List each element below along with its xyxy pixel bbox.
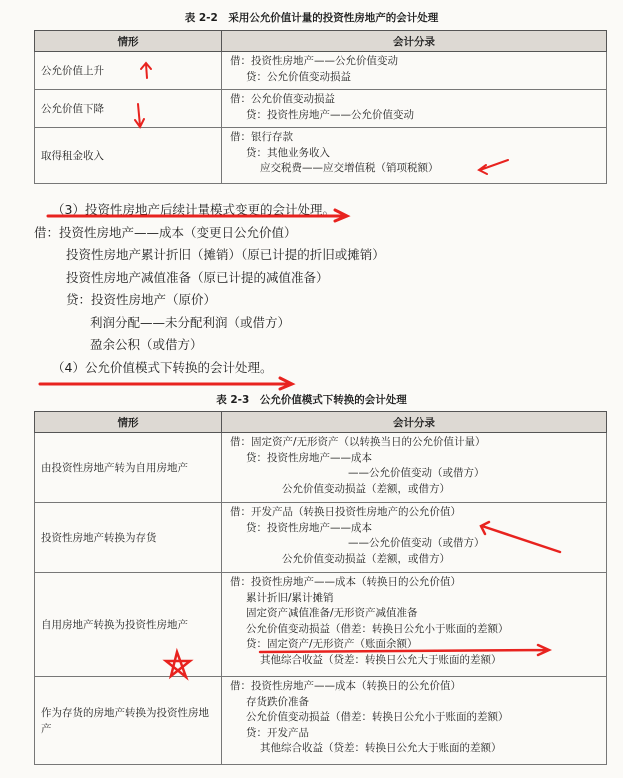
table1-header-row: [35, 31, 607, 52]
table-row: [35, 128, 607, 184]
table-row: [35, 52, 607, 90]
entry-line: 借：投资性房地产——公允价值变动: [230, 55, 398, 67]
journal-line: 借：投资性房地产——成本（变更日公允价值）: [34, 224, 297, 240]
section3: [34, 199, 385, 379]
entries-cell: [222, 503, 607, 573]
entry-line: 贷：开发产品: [246, 726, 309, 739]
entries-cell: [222, 52, 607, 90]
entry-line: 贷：投资性房地产——公允价值变动: [246, 108, 414, 121]
journal-line: 利润分配——未分配利润（或借方）: [90, 314, 291, 330]
entry-line: 贷：投资性房地产——成本: [246, 451, 372, 464]
entry-line: 公允价值变动损益（差额，或借方）: [282, 482, 450, 495]
entry-line: 公允价值变动损益（借差：转换日公允小于账面的差额）: [246, 622, 509, 635]
journal-line: 投资性房地产减值准备（原已计提的减值准备）: [66, 269, 329, 285]
table1-header-situation: 情形: [35, 31, 222, 52]
table-row: [35, 90, 607, 128]
entries-cell: [222, 90, 607, 128]
entry-line: 贷：其他业务收入: [246, 146, 330, 159]
entry-line: 借：固定资产/无形资产（以转换当日的公允价值计量）: [230, 436, 486, 448]
journal-line: 盈余公积（或借方）: [90, 337, 203, 352]
table2: [34, 411, 607, 765]
table-row: [35, 503, 607, 573]
entries-cell: [222, 433, 607, 503]
entries-cell: [222, 128, 607, 184]
entry-line: 固定资产减值准备/无形资产减值准备: [246, 607, 418, 619]
section3-heading: （3）投资性房地产后续计量模式变更的会计处理。: [52, 202, 335, 217]
entry-line: 贷：投资性房地产——成本: [246, 521, 372, 534]
table-row: [35, 433, 607, 503]
entry-line: 应交税费——应交增值税（销项税额）: [260, 162, 439, 174]
journal-line: 投资性房地产累计折旧（摊销）（原已计提的折旧或摊销）: [66, 247, 385, 262]
situation-cell: 作为存货的房地产转换为投资性房地产: [35, 677, 222, 765]
entry-line: 累计折旧/累计摊销: [246, 591, 334, 604]
table2-header-situation: 情形: [35, 412, 222, 433]
entries-cell: [222, 573, 607, 677]
table2-caption: 表 2-3 公允价值模式下转换的会计处理: [216, 394, 407, 406]
entry-line: 其他综合收益（贷差：转换日公允大于账面的差额）: [260, 742, 502, 754]
entry-line: 借：开发产品（转换日投资性房地产的公允价值）: [230, 506, 461, 518]
situation-cell: 由投资性房地产转为自用房地产: [35, 433, 222, 503]
entry-line: 借：公允价值变动损益: [230, 93, 335, 105]
table-row: [35, 573, 607, 677]
entry-line: 公允价值变动损益（借差：转换日公允小于账面的差额）: [246, 711, 509, 723]
right-arrow-icon: [40, 378, 292, 389]
entry-line: 公允价值变动损益（差额，或借方）: [282, 552, 450, 565]
situation-cell: 投资性房地产转换为存货: [35, 503, 222, 573]
journal-line: 贷：投资性房地产（原价）: [66, 292, 217, 307]
table-row: [35, 677, 607, 765]
entry-line: ——公允价值变动（或借方）: [348, 467, 485, 479]
entries-cell: [222, 677, 607, 765]
table1-caption: 表 2-2 采用公允价值计量的投资性房地产的会计处理: [184, 12, 439, 24]
entry-line: 贷：固定资产/无形资产（账面余额）: [246, 638, 418, 650]
section4-heading: （4）公允价值模式下转换的会计处理。: [52, 359, 273, 375]
table1: [34, 30, 607, 184]
table2-header-row: [35, 412, 607, 433]
table1-header-entries: 会计分录: [222, 31, 607, 52]
entry-line: 借：银行存款: [230, 131, 293, 143]
situation-cell: 公允价值下降: [35, 90, 222, 128]
entry-line: ——公允价值变动（或借方）: [348, 537, 485, 549]
entry-line: 贷：公允价值变动损益: [246, 70, 351, 83]
entry-line: 存货跌价准备: [246, 695, 309, 708]
entry-line: 其他综合收益（贷差：转换日公允大于账面的差额）: [260, 653, 502, 666]
entry-line: 借：投资性房地产——成本（转换日的公允价值）: [230, 576, 461, 588]
situation-cell: 自用房地产转换为投资性房地产: [35, 573, 222, 677]
table2-header-entries: 会计分录: [222, 412, 607, 433]
entry-line: 借：投资性房地产——成本（转换日的公允价值）: [230, 680, 461, 692]
situation-cell: 公允价值上升: [35, 52, 222, 90]
situation-cell: 取得租金收入: [35, 128, 222, 184]
